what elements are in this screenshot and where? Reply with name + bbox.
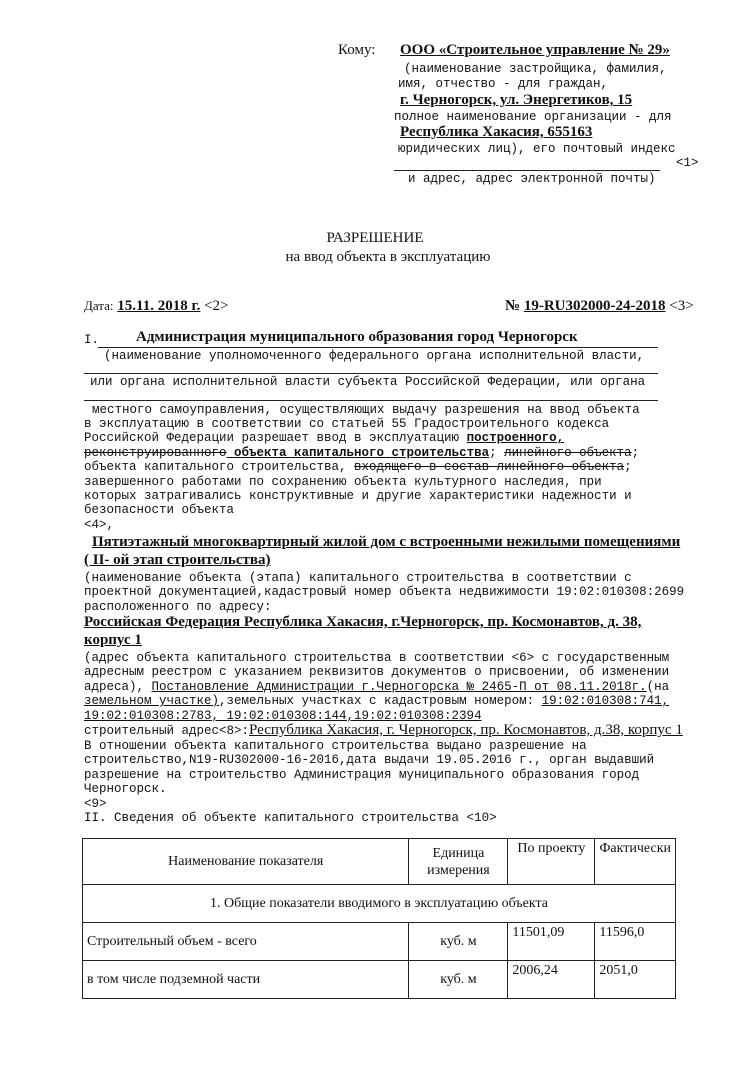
land-plot-option: земельном участке) (84, 694, 220, 709)
indicators-table (82, 838, 676, 999)
addressee-blank-line (394, 170, 660, 171)
cadastral-numbers-cont: 19:02:010308:2783, 19:02:010308:144,19:02:010308:2394 (84, 708, 482, 723)
table-row (83, 961, 676, 999)
cadastral-numbers: 19:02:010308:741, (541, 694, 670, 709)
column-header: Фактически (595, 839, 676, 885)
footnote-ref-4: <4>, (84, 517, 115, 532)
section-2-heading: II. Сведения об объекте капитального строительства <10> (84, 811, 497, 826)
column-header: Единица измерения (409, 839, 508, 885)
permit-number: 19-RU302000-24-2018 (523, 298, 666, 314)
design-value: 11501,09 (508, 923, 595, 961)
building-address: Республика Хакасия, г. Черногорск, пр. Космонавтов, д.38, корпус 1 (249, 722, 683, 738)
footnote-ref-1: <1> (676, 156, 699, 170)
building-address-label: строительный адрес<8>: (84, 724, 250, 738)
addressee-hint-3: полное наименование организации - для (394, 110, 672, 124)
design-value: 2006,24 (508, 961, 595, 999)
authority-name: Администрация муниципального образования город Черногорск (136, 329, 578, 345)
addressee-region: Республика Хакасия, 655163 (400, 124, 593, 140)
addressee-hint-1: (наименование застройщика, фамилия, (404, 62, 667, 76)
object-address-line-2: корпус 1 (84, 632, 142, 648)
body-line: в эксплуатацию в соответствии со статьей 55 Градостроительного кодекса (84, 417, 610, 431)
permit-body (84, 417, 684, 532)
unit: куб. м (409, 923, 508, 961)
table-header-row (83, 839, 676, 885)
indicator-name: Строительный объем - всего (83, 923, 409, 961)
table-row (83, 923, 676, 961)
authority-hint-3: местного самоуправления, осуществляющих выдачу разрешения на ввод объекта (92, 403, 640, 417)
addressee-label: Кому: (338, 42, 376, 58)
body-line: безопасности объекта (84, 503, 235, 518)
footnote-ref-3: <3> (669, 298, 694, 314)
construction-permit-info: В отношении объекта капитального строительства выдано разрешение на строительство,N19-RU302000-16-2016,дата выдачи 19.05.2016 г., орган выдавший разрешение на строительство Администрация муниципального образования город Черногорск. <9> II. Сведения об объекте капитального строительства <10> (84, 739, 684, 825)
linear-part-option: входящего в состав линейного объекта (354, 460, 625, 475)
authority-underline (98, 347, 658, 348)
indicator-name: в том числе подземной части (83, 961, 409, 999)
object-name-line-1: Пятиэтажный многоквартирный жилой дом с встроенными нежилыми помещениями (92, 534, 681, 550)
object-option: объекта капитального строительства (226, 445, 490, 460)
address-hint: (адрес объекта капитального строительства в соответствии <6> с государственным адресным реестром с указанием реквизитов документов о присвоении, об изменении адреса), Постановление Администрации г.Черногорска № 2465-П от 08.11.2018г.(на земельном участке),земельных участках с кадастровым номером: 19:02:010308:741, 19:02:010308:2783, 19:02:010308:144,19:02:010308:2394 (84, 651, 684, 723)
issue-date: 15.11. 2018 г. (117, 298, 201, 314)
addressee-name: ООО «Строительное управление № 29» (400, 42, 670, 58)
authority-blank-line-2 (84, 400, 658, 401)
addressee-address: г. Черногорск, ул. Энергетиков, 15 (400, 92, 633, 108)
unit: куб. м (409, 961, 508, 999)
actual-value: 11596,0 (595, 923, 676, 961)
section-label: 1. Общие показатели вводимого в эксплуатацию объекта (83, 885, 676, 923)
cadastral-number-line: проектной документацией,кадастровый номер объекта недвижимости 19:02:010308:2699 (84, 585, 685, 600)
date-label: Дата: (84, 298, 114, 313)
authority-blank-line-1 (84, 373, 658, 374)
column-header: По проекту (508, 839, 595, 885)
footnote-ref-2: <2> (204, 298, 229, 314)
document-title: РАЗРЕШЕНИЕ (326, 230, 424, 246)
table-section-row (83, 885, 676, 923)
body-line: Российской Федерации разрешает ввод в эксплуатацию построенного, (84, 431, 565, 446)
body-line: завершенного работами по сохранению объекта культурного наследия, при (84, 474, 602, 489)
built-option: построенного, (466, 431, 565, 446)
authority-hint-1: (наименование уполномоченного федерального органа исполнительной власти, (104, 349, 645, 363)
authority-hint-2: или органа исполнительной власти субъекта Российской Федерации, или органа (90, 375, 646, 389)
body-line: объекта капитального строительства, входящего в состав линейного объекта; (84, 460, 632, 475)
document-subtitle: на ввод объекта в эксплуатацию (285, 249, 491, 265)
body-line: которых затрагивались конструктивные и другие характеристики надежности и (84, 489, 632, 504)
reconstructed-option: реконструированного (84, 445, 227, 460)
actual-value: 2051,0 (595, 961, 676, 999)
linear-object-option: линейного объекта (504, 445, 632, 460)
addressee-hint-4: юридических лиц), его почтовый индекс (398, 142, 676, 156)
address-resolution: Постановление Администрации г.Черногорска № 2465-П от 08.11.2018г. (151, 679, 647, 694)
object-name-line-2: ( II- ой этап строительства) (84, 552, 271, 568)
object-hint: (наименование объекта (этапа) капитального строительства в соответствии с проектной документацией,кадастровый номер объекта недвижимости 19:02:010308:2699 расположенного по адресу: (84, 571, 685, 614)
column-header: Наименование показателя (83, 839, 409, 885)
number-label: № (505, 298, 521, 314)
footnote-ref-9: <9> (84, 796, 107, 811)
building-address-row (84, 721, 683, 739)
body-line: реконструированного объекта капитального строительства; линейного объекта; (84, 445, 640, 460)
object-address-line-1: Российская Федерация Республика Хакасия, г.Черногорск, пр. Космонавтов, д. 38, (84, 614, 642, 630)
section-1-number: I. (84, 333, 100, 347)
addressee-hint-5: и адрес, адрес электронной почты) (408, 172, 656, 186)
addressee-hint-2: имя, отчество - для граждан, (398, 77, 609, 91)
